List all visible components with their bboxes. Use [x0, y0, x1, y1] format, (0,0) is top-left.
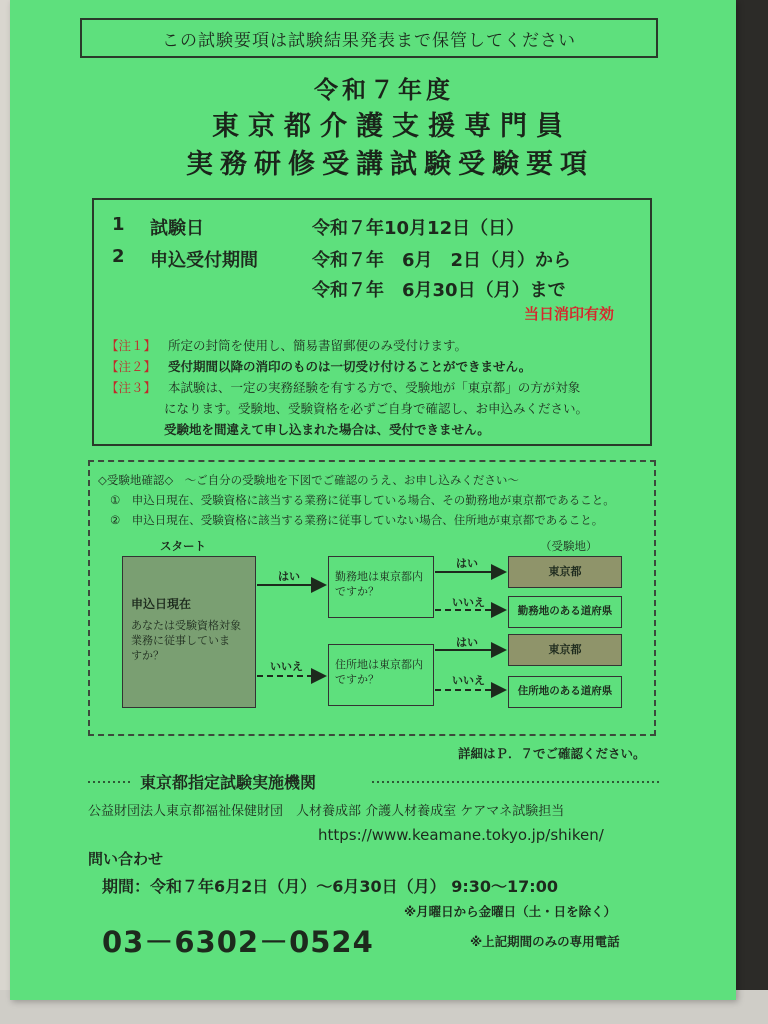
notice-text: この試験要項は試験結果発表まで保管してください — [162, 30, 576, 51]
note3-text2: になります。受験地、受験資格を必ずご自身で確認し、お申込みください。 — [164, 401, 589, 416]
result-tokyo-1: 東京都 — [508, 556, 622, 588]
org-heading: 東京都指定試験実施機関 — [140, 773, 317, 792]
flow-start-line2: 業務に従事していま — [131, 634, 230, 647]
note3-text1: 本試験は、一定の実務経験を有する方で、受験地が「東京都」の方が対象 — [168, 380, 581, 395]
period-start: 令和７年 6月 2日（月）から — [312, 250, 572, 271]
check-rule1: ① 申込日現在、受験資格に該当する業務に従事している場合、その勤務地が東京都であること。 — [110, 493, 615, 507]
contact-heading: 問い合わせ — [88, 850, 164, 868]
note2-text: 受付期間以降の消印のものは一切受け付けることができません。 — [168, 359, 532, 374]
phone-number[interactable]: 03－6302－0524 — [102, 925, 374, 959]
item1-label: 試験日 — [150, 218, 204, 239]
org-url[interactable]: https://www.keamane.tokyo.jp/shiken/ — [318, 826, 604, 844]
contact-period: 期間：令和７年6月2日（月）～6月30日（月） 9:30～17:00 — [102, 877, 558, 896]
home-q-line1: 住所地は東京都内 — [335, 658, 423, 671]
org-name: 公益財団法人東京都福祉保健財団 人材養成部 介護人材養成室 ケアマネ試験担当 — [88, 804, 565, 819]
note1-text: 所定の封筒を使用し、簡易書留郵便のみ受付けます。 — [168, 338, 468, 353]
period-end: 令和７年 6月30日（月）まで — [312, 280, 566, 301]
flow-start-title: 申込日現在 — [131, 597, 192, 611]
label-no: いいえ — [270, 660, 303, 673]
item2-num: 2 — [112, 246, 125, 267]
label-home-yes: はい — [456, 636, 478, 649]
title-sub: 実務研修受講試験受験要項 — [186, 149, 594, 180]
result-work-prefecture: 勤務地のある道府県 — [508, 596, 622, 628]
title-year: 令和７年度 — [314, 76, 454, 104]
exam-date: 令和７年10月12日（日） — [312, 218, 525, 239]
phone-note: ※上記期間のみの専用電話 — [470, 934, 620, 949]
note1-tag: 【注１】 — [106, 338, 157, 353]
note2-tag: 【注２】 — [106, 359, 157, 374]
detail-reference: 詳細はＰ．７でご確認ください。 — [458, 746, 646, 761]
label-home-no: いいえ — [452, 674, 485, 687]
flow-start-line3: すか？ — [131, 649, 164, 662]
result-tokyo-2: 東京都 — [508, 634, 622, 666]
weekday-note: ※月曜日から金曜日（土・日を除く） — [404, 904, 617, 919]
flow-dest-header: （受験地） — [540, 539, 598, 553]
flow-start-label: スタート — [160, 539, 206, 553]
work-q-line1: 勤務地は東京都内 — [335, 570, 423, 583]
title-main: 東京都介護支援専門員 — [212, 111, 572, 142]
flow-start-line1: あなたは受験資格対象 — [131, 619, 241, 632]
check-rule2: ② 申込日現在、受験資格に該当する業務に従事していない場合、住所地が東京都であること。 — [110, 513, 604, 527]
result-home-prefecture: 住所地のある道府県 — [508, 676, 622, 708]
note3-text3: 受験地を間違えて申し込まれた場合は、受付できません。 — [164, 422, 490, 437]
check-heading: ◇受験地確認◇ ～ご自分の受験地を下図でご確認のうえ、お申し込みください～ — [98, 473, 519, 487]
label-yes: はい — [278, 570, 300, 583]
home-q-line2: ですか？ — [335, 673, 379, 686]
label-work-yes: はい — [456, 557, 478, 570]
work-q-line2: ですか？ — [335, 585, 379, 598]
item2-label: 申込受付期間 — [150, 250, 258, 271]
postmark-note: 当日消印有効 — [524, 305, 615, 323]
label-work-no: いいえ — [452, 596, 485, 609]
item1-num: 1 — [112, 214, 125, 235]
note3-tag: 【注３】 — [106, 380, 157, 395]
